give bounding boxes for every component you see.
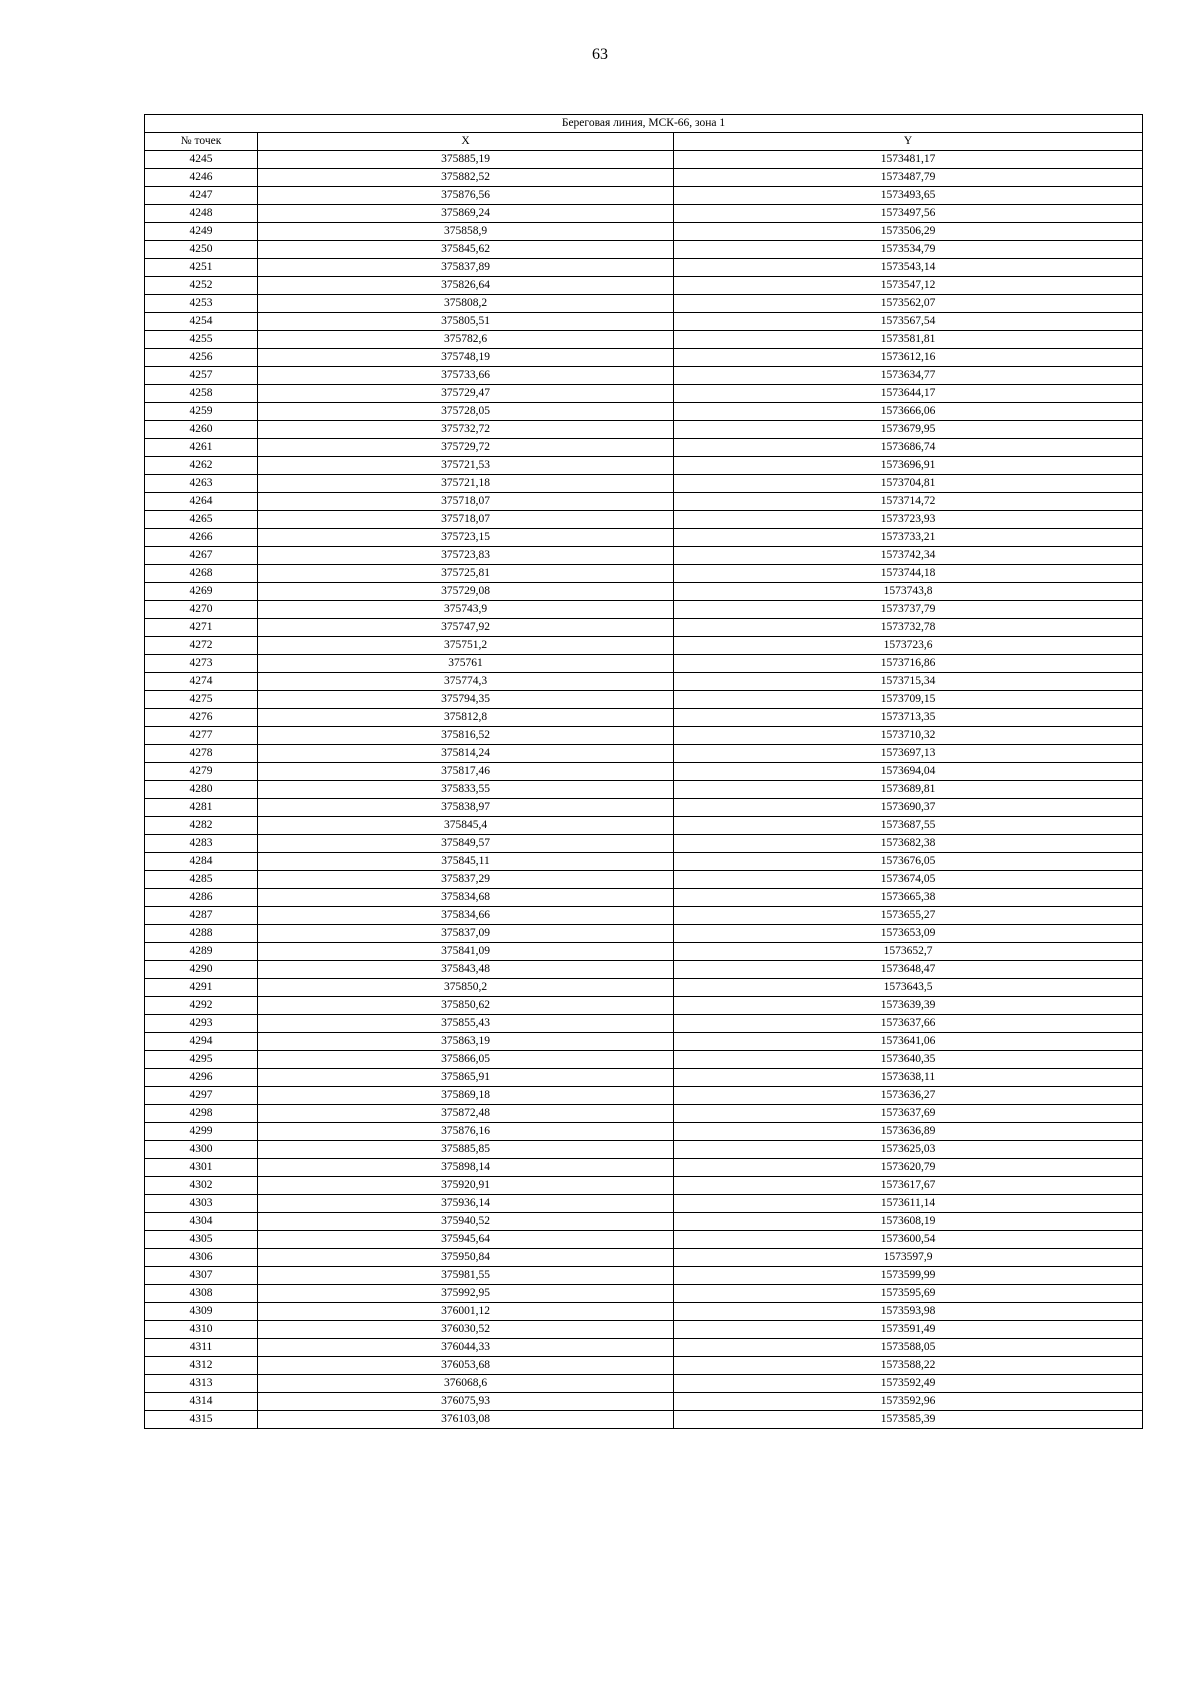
y-coordinate-cell: 1573689,81 [674, 781, 1143, 799]
table-row [145, 1105, 1143, 1123]
point-number-cell: 4245 [145, 151, 258, 169]
point-number-cell: 4254 [145, 313, 258, 331]
point-number-cell: 4275 [145, 691, 258, 709]
x-coordinate-cell: 375728,05 [258, 403, 674, 421]
table-row [145, 385, 1143, 403]
point-number-cell: 4266 [145, 529, 258, 547]
table-row [145, 1141, 1143, 1159]
table-row [145, 745, 1143, 763]
y-coordinate-cell: 1573506,29 [674, 223, 1143, 241]
table-row [145, 331, 1143, 349]
x-coordinate-cell: 375876,16 [258, 1123, 674, 1141]
table-row [145, 871, 1143, 889]
y-coordinate-cell: 1573713,35 [674, 709, 1143, 727]
x-coordinate-cell: 375761 [258, 655, 674, 673]
point-number-cell: 4262 [145, 457, 258, 475]
y-coordinate-cell: 1573637,69 [674, 1105, 1143, 1123]
table-header-row [145, 133, 1143, 151]
point-number-cell: 4311 [145, 1339, 258, 1357]
table-title-row [145, 115, 1143, 133]
point-number-cell: 4267 [145, 547, 258, 565]
table-row [145, 637, 1143, 655]
point-number-cell: 4310 [145, 1321, 258, 1339]
table-row [145, 997, 1143, 1015]
table-row [145, 943, 1143, 961]
x-coordinate-cell: 375981,55 [258, 1267, 674, 1285]
y-coordinate-cell: 1573592,49 [674, 1375, 1143, 1393]
y-coordinate-cell: 1573592,96 [674, 1393, 1143, 1411]
column-header-y: Y [674, 133, 1143, 151]
point-number-cell: 4259 [145, 403, 258, 421]
point-number-cell: 4258 [145, 385, 258, 403]
point-number-cell: 4265 [145, 511, 258, 529]
table-row [145, 835, 1143, 853]
y-coordinate-cell: 1573625,03 [674, 1141, 1143, 1159]
point-number-cell: 4268 [145, 565, 258, 583]
y-coordinate-cell: 1573690,37 [674, 799, 1143, 817]
point-number-cell: 4308 [145, 1285, 258, 1303]
table-row [145, 1285, 1143, 1303]
y-coordinate-cell: 1573723,93 [674, 511, 1143, 529]
table-row [145, 151, 1143, 169]
table-row [145, 1195, 1143, 1213]
y-coordinate-cell: 1573694,04 [674, 763, 1143, 781]
y-coordinate-cell: 1573697,13 [674, 745, 1143, 763]
x-coordinate-cell: 375872,48 [258, 1105, 674, 1123]
table-row [145, 727, 1143, 745]
table-title: Береговая линия, МСК-66, зона 1 [145, 115, 1143, 133]
point-number-cell: 4285 [145, 871, 258, 889]
point-number-cell: 4313 [145, 1375, 258, 1393]
y-coordinate-cell: 1573588,05 [674, 1339, 1143, 1357]
x-coordinate-cell: 375794,35 [258, 691, 674, 709]
x-coordinate-cell: 375945,64 [258, 1231, 674, 1249]
x-coordinate-cell: 375834,66 [258, 907, 674, 925]
point-number-cell: 4292 [145, 997, 258, 1015]
x-coordinate-cell: 375733,66 [258, 367, 674, 385]
point-number-cell: 4307 [145, 1267, 258, 1285]
y-coordinate-cell: 1573588,22 [674, 1357, 1143, 1375]
y-coordinate-cell: 1573744,18 [674, 565, 1143, 583]
x-coordinate-cell: 376001,12 [258, 1303, 674, 1321]
point-number-cell: 4315 [145, 1411, 258, 1429]
x-coordinate-cell: 376053,68 [258, 1357, 674, 1375]
y-coordinate-cell: 1573686,74 [674, 439, 1143, 457]
point-number-cell: 4263 [145, 475, 258, 493]
table-row [145, 511, 1143, 529]
x-coordinate-cell: 375882,52 [258, 169, 674, 187]
y-coordinate-cell: 1573636,89 [674, 1123, 1143, 1141]
x-coordinate-cell: 375885,85 [258, 1141, 674, 1159]
table-row [145, 1231, 1143, 1249]
y-coordinate-cell: 1573608,19 [674, 1213, 1143, 1231]
point-number-cell: 4272 [145, 637, 258, 655]
y-coordinate-cell: 1573497,56 [674, 205, 1143, 223]
y-coordinate-cell: 1573600,54 [674, 1231, 1143, 1249]
table-row [145, 853, 1143, 871]
y-coordinate-cell: 1573581,81 [674, 331, 1143, 349]
table-row [145, 565, 1143, 583]
y-coordinate-cell: 1573643,5 [674, 979, 1143, 997]
x-coordinate-cell: 375850,2 [258, 979, 674, 997]
table-row [145, 1249, 1143, 1267]
table-row [145, 601, 1143, 619]
point-number-cell: 4301 [145, 1159, 258, 1177]
x-coordinate-cell: 376075,93 [258, 1393, 674, 1411]
y-coordinate-cell: 1573611,14 [674, 1195, 1143, 1213]
table-row [145, 1375, 1143, 1393]
point-number-cell: 4270 [145, 601, 258, 619]
x-coordinate-cell: 375729,72 [258, 439, 674, 457]
y-coordinate-cell: 1573638,11 [674, 1069, 1143, 1087]
page-number: 63 [592, 46, 608, 63]
x-coordinate-cell: 375845,11 [258, 853, 674, 871]
y-coordinate-cell: 1573493,65 [674, 187, 1143, 205]
table-row [145, 349, 1143, 367]
table-row [145, 295, 1143, 313]
x-coordinate-cell: 375885,19 [258, 151, 674, 169]
table-row [145, 979, 1143, 997]
point-number-cell: 4303 [145, 1195, 258, 1213]
point-number-cell: 4277 [145, 727, 258, 745]
x-coordinate-cell: 375850,62 [258, 997, 674, 1015]
table-row [145, 241, 1143, 259]
x-coordinate-cell: 375837,89 [258, 259, 674, 277]
y-coordinate-cell: 1573666,06 [674, 403, 1143, 421]
point-number-cell: 4256 [145, 349, 258, 367]
x-coordinate-cell: 375751,2 [258, 637, 674, 655]
point-number-cell: 4249 [145, 223, 258, 241]
y-coordinate-cell: 1573617,67 [674, 1177, 1143, 1195]
y-coordinate-cell: 1573547,12 [674, 277, 1143, 295]
point-number-cell: 4290 [145, 961, 258, 979]
x-coordinate-cell: 375863,19 [258, 1033, 674, 1051]
x-coordinate-cell: 375876,56 [258, 187, 674, 205]
table-row [145, 313, 1143, 331]
x-coordinate-cell: 376068,6 [258, 1375, 674, 1393]
y-coordinate-cell: 1573679,95 [674, 421, 1143, 439]
table-row [145, 547, 1143, 565]
table-row [145, 925, 1143, 943]
table-row [145, 1357, 1143, 1375]
table-row [145, 817, 1143, 835]
table-row [145, 961, 1143, 979]
point-number-cell: 4271 [145, 619, 258, 637]
y-coordinate-cell: 1573599,99 [674, 1267, 1143, 1285]
point-number-cell: 4306 [145, 1249, 258, 1267]
x-coordinate-cell: 375833,55 [258, 781, 674, 799]
x-coordinate-cell: 375732,72 [258, 421, 674, 439]
table-body [145, 151, 1143, 1429]
point-number-cell: 4279 [145, 763, 258, 781]
y-coordinate-cell: 1573637,66 [674, 1015, 1143, 1033]
table-row [145, 1033, 1143, 1051]
y-coordinate-cell: 1573687,55 [674, 817, 1143, 835]
x-coordinate-cell: 375774,3 [258, 673, 674, 691]
x-coordinate-cell: 375782,6 [258, 331, 674, 349]
x-coordinate-cell: 375729,08 [258, 583, 674, 601]
x-coordinate-cell: 375858,9 [258, 223, 674, 241]
table-row [145, 763, 1143, 781]
table-row [145, 781, 1143, 799]
x-coordinate-cell: 375920,91 [258, 1177, 674, 1195]
point-number-cell: 4274 [145, 673, 258, 691]
point-number-cell: 4264 [145, 493, 258, 511]
point-number-cell: 4273 [145, 655, 258, 673]
point-number-cell: 4260 [145, 421, 258, 439]
y-coordinate-cell: 1573733,21 [674, 529, 1143, 547]
y-coordinate-cell: 1573676,05 [674, 853, 1143, 871]
y-coordinate-cell: 1573644,17 [674, 385, 1143, 403]
point-number-cell: 4296 [145, 1069, 258, 1087]
y-coordinate-cell: 1573585,39 [674, 1411, 1143, 1429]
x-coordinate-cell: 375743,9 [258, 601, 674, 619]
point-number-cell: 4300 [145, 1141, 258, 1159]
table-row [145, 889, 1143, 907]
y-coordinate-cell: 1573597,9 [674, 1249, 1143, 1267]
point-number-cell: 4253 [145, 295, 258, 313]
point-number-cell: 4289 [145, 943, 258, 961]
x-coordinate-cell: 375817,46 [258, 763, 674, 781]
x-coordinate-cell: 375855,43 [258, 1015, 674, 1033]
point-number-cell: 4309 [145, 1303, 258, 1321]
x-coordinate-cell: 375845,62 [258, 241, 674, 259]
x-coordinate-cell: 376044,33 [258, 1339, 674, 1357]
x-coordinate-cell: 375718,07 [258, 511, 674, 529]
table-row [145, 799, 1143, 817]
column-header-x: X [258, 133, 674, 151]
x-coordinate-cell: 375812,8 [258, 709, 674, 727]
x-coordinate-cell: 375723,15 [258, 529, 674, 547]
point-number-cell: 4286 [145, 889, 258, 907]
y-coordinate-cell: 1573737,79 [674, 601, 1143, 619]
x-coordinate-cell: 375869,24 [258, 205, 674, 223]
point-number-cell: 4280 [145, 781, 258, 799]
point-number-cell: 4304 [145, 1213, 258, 1231]
point-number-cell: 4261 [145, 439, 258, 457]
y-coordinate-cell: 1573709,15 [674, 691, 1143, 709]
table-row [145, 1321, 1143, 1339]
y-coordinate-cell: 1573634,77 [674, 367, 1143, 385]
y-coordinate-cell: 1573534,79 [674, 241, 1143, 259]
table-row [145, 1213, 1143, 1231]
y-coordinate-cell: 1573543,14 [674, 259, 1143, 277]
y-coordinate-cell: 1573653,09 [674, 925, 1143, 943]
point-number-cell: 4295 [145, 1051, 258, 1069]
table-row [145, 1393, 1143, 1411]
table-row [145, 529, 1143, 547]
point-number-cell: 4294 [145, 1033, 258, 1051]
y-coordinate-cell: 1573665,38 [674, 889, 1143, 907]
y-coordinate-cell: 1573710,32 [674, 727, 1143, 745]
y-coordinate-cell: 1573704,81 [674, 475, 1143, 493]
table-row [145, 475, 1143, 493]
x-coordinate-cell: 375816,52 [258, 727, 674, 745]
column-header-point-number: № точек [145, 133, 258, 151]
point-number-cell: 4257 [145, 367, 258, 385]
x-coordinate-cell: 375936,14 [258, 1195, 674, 1213]
table-row [145, 1339, 1143, 1357]
table-row [145, 1411, 1143, 1429]
point-number-cell: 4305 [145, 1231, 258, 1249]
y-coordinate-cell: 1573591,49 [674, 1321, 1143, 1339]
x-coordinate-cell: 375729,47 [258, 385, 674, 403]
point-number-cell: 4281 [145, 799, 258, 817]
table-row [145, 367, 1143, 385]
table-row [145, 1069, 1143, 1087]
table-row [145, 403, 1143, 421]
y-coordinate-cell: 1573641,06 [674, 1033, 1143, 1051]
table-row [145, 709, 1143, 727]
x-coordinate-cell: 375718,07 [258, 493, 674, 511]
x-coordinate-cell: 375826,64 [258, 277, 674, 295]
x-coordinate-cell: 375838,97 [258, 799, 674, 817]
table-row [145, 421, 1143, 439]
x-coordinate-cell: 375843,48 [258, 961, 674, 979]
table-row [145, 259, 1143, 277]
y-coordinate-cell: 1573715,34 [674, 673, 1143, 691]
point-number-cell: 4298 [145, 1105, 258, 1123]
x-coordinate-cell: 375805,51 [258, 313, 674, 331]
y-coordinate-cell: 1573487,79 [674, 169, 1143, 187]
x-coordinate-cell: 375834,68 [258, 889, 674, 907]
x-coordinate-cell: 375898,14 [258, 1159, 674, 1177]
y-coordinate-cell: 1573636,27 [674, 1087, 1143, 1105]
x-coordinate-cell: 375721,53 [258, 457, 674, 475]
point-number-cell: 4278 [145, 745, 258, 763]
y-coordinate-cell: 1573620,79 [674, 1159, 1143, 1177]
table-row [145, 457, 1143, 475]
table-row [145, 1267, 1143, 1285]
y-coordinate-cell: 1573714,72 [674, 493, 1143, 511]
y-coordinate-cell: 1573639,39 [674, 997, 1143, 1015]
x-coordinate-cell: 375866,05 [258, 1051, 674, 1069]
x-coordinate-cell: 375725,81 [258, 565, 674, 583]
y-coordinate-cell: 1573562,07 [674, 295, 1143, 313]
x-coordinate-cell: 375808,2 [258, 295, 674, 313]
point-number-cell: 4269 [145, 583, 258, 601]
y-coordinate-cell: 1573648,47 [674, 961, 1143, 979]
point-number-cell: 4283 [145, 835, 258, 853]
x-coordinate-cell: 375748,19 [258, 349, 674, 367]
point-number-cell: 4251 [145, 259, 258, 277]
point-number-cell: 4276 [145, 709, 258, 727]
point-number-cell: 4250 [145, 241, 258, 259]
x-coordinate-cell: 375992,95 [258, 1285, 674, 1303]
y-coordinate-cell: 1573674,05 [674, 871, 1143, 889]
y-coordinate-cell: 1573612,16 [674, 349, 1143, 367]
y-coordinate-cell: 1573655,27 [674, 907, 1143, 925]
y-coordinate-cell: 1573743,8 [674, 583, 1143, 601]
table-row [145, 277, 1143, 295]
x-coordinate-cell: 375837,09 [258, 925, 674, 943]
x-coordinate-cell: 376103,08 [258, 1411, 674, 1429]
point-number-cell: 4288 [145, 925, 258, 943]
x-coordinate-cell: 375865,91 [258, 1069, 674, 1087]
x-coordinate-cell: 376030,52 [258, 1321, 674, 1339]
y-coordinate-cell: 1573481,17 [674, 151, 1143, 169]
point-number-cell: 4312 [145, 1357, 258, 1375]
table-row [145, 691, 1143, 709]
y-coordinate-cell: 1573640,35 [674, 1051, 1143, 1069]
x-coordinate-cell: 375723,83 [258, 547, 674, 565]
point-number-cell: 4293 [145, 1015, 258, 1033]
table-row [145, 439, 1143, 457]
y-coordinate-cell: 1573567,54 [674, 313, 1143, 331]
y-coordinate-cell: 1573593,98 [674, 1303, 1143, 1321]
y-coordinate-cell: 1573716,86 [674, 655, 1143, 673]
point-number-cell: 4282 [145, 817, 258, 835]
point-number-cell: 4291 [145, 979, 258, 997]
table-row [145, 187, 1143, 205]
point-number-cell: 4284 [145, 853, 258, 871]
point-number-cell: 4252 [145, 277, 258, 295]
table-row [145, 1015, 1143, 1033]
y-coordinate-cell: 1573742,34 [674, 547, 1143, 565]
point-number-cell: 4297 [145, 1087, 258, 1105]
table-row [145, 1123, 1143, 1141]
coordinates-table [144, 114, 1143, 1429]
point-number-cell: 4302 [145, 1177, 258, 1195]
table-row [145, 583, 1143, 601]
table-row [145, 1159, 1143, 1177]
x-coordinate-cell: 375845,4 [258, 817, 674, 835]
point-number-cell: 4246 [145, 169, 258, 187]
table-row [145, 673, 1143, 691]
y-coordinate-cell: 1573652,7 [674, 943, 1143, 961]
x-coordinate-cell: 375841,09 [258, 943, 674, 961]
table-row [145, 223, 1143, 241]
y-coordinate-cell: 1573732,78 [674, 619, 1143, 637]
y-coordinate-cell: 1573696,91 [674, 457, 1143, 475]
table-row [145, 1087, 1143, 1105]
x-coordinate-cell: 375747,92 [258, 619, 674, 637]
x-coordinate-cell: 375814,24 [258, 745, 674, 763]
point-number-cell: 4248 [145, 205, 258, 223]
x-coordinate-cell: 375940,52 [258, 1213, 674, 1231]
x-coordinate-cell: 375721,18 [258, 475, 674, 493]
table-row [145, 205, 1143, 223]
point-number-cell: 4299 [145, 1123, 258, 1141]
x-coordinate-cell: 375869,18 [258, 1087, 674, 1105]
table-row [145, 907, 1143, 925]
point-number-cell: 4287 [145, 907, 258, 925]
table-row [145, 493, 1143, 511]
x-coordinate-cell: 375849,57 [258, 835, 674, 853]
table-row [145, 169, 1143, 187]
point-number-cell: 4314 [145, 1393, 258, 1411]
table-row [145, 619, 1143, 637]
table-row [145, 1051, 1143, 1069]
y-coordinate-cell: 1573595,69 [674, 1285, 1143, 1303]
y-coordinate-cell: 1573682,38 [674, 835, 1143, 853]
x-coordinate-cell: 375837,29 [258, 871, 674, 889]
point-number-cell: 4255 [145, 331, 258, 349]
point-number-cell: 4247 [145, 187, 258, 205]
table-row [145, 1177, 1143, 1195]
table-row [145, 1303, 1143, 1321]
table-row [145, 655, 1143, 673]
y-coordinate-cell: 1573723,6 [674, 637, 1143, 655]
x-coordinate-cell: 375950,84 [258, 1249, 674, 1267]
